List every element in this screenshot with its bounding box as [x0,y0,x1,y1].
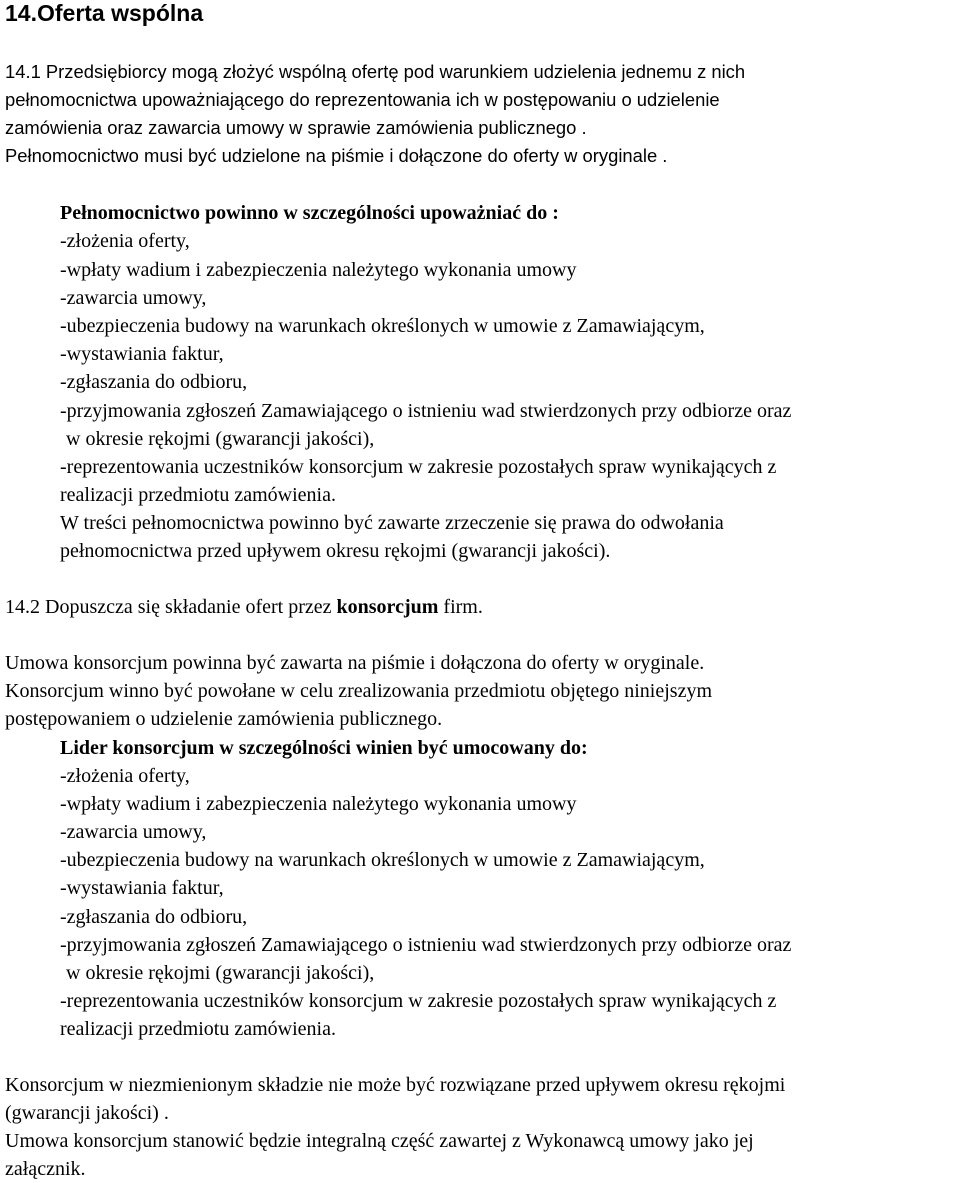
section-14-2-prefix: 14.2 Dopuszcza się składanie ofert przez [5,596,337,618]
scope-item: realizacji przedmiotu zamówienia. [60,484,336,506]
scope-item: -zgłaszania do odbioru, [60,371,248,393]
section-14-1-line: 14.1 Przedsiębiorcy mogą złożyć wspólną ofertę pod warunkiem udzielenia jednemu z nich [5,61,746,82]
leader-item: -wystawiania faktur, [60,877,224,899]
closing-line: (gwarancji jakości) . [5,1102,169,1124]
konsorcjum-term: konsorcjum [336,596,439,618]
leader-item: -zawarcia umowy, [60,821,207,843]
leader-heading: Lider konsorcjum w szczególności winien być umocowany do: [60,737,588,759]
scope-item: -ubezpieczenia budowy na warunkach określonych w umowie z Zamawiającym, [60,315,705,337]
leader-item: -ubezpieczenia budowy na warunkach określonych w umowie z Zamawiającym, [60,849,705,871]
leader-item: -złożenia oferty, [60,765,190,787]
section-14-1-line: zamówienia oraz zawarcia umowy w sprawie zamówienia publicznego . [5,117,587,138]
leader-item: -wpłaty wadium i zabezpieczenia należytego wykonania umowy [60,793,577,815]
consortium-agreement-line: Umowa konsorcjum powinna być zawarta na piśmie i dołączona do oferty w oryginale. [5,652,705,674]
leader-item: -przyjmowania zgłoszeń Zamawiającego o istnieniu wad stwierdzonych przy odbiorze oraz [60,934,792,956]
scope-item: -wystawiania faktur, [60,343,224,365]
scope-item: -przyjmowania zgłoszeń Zamawiającego o istnieniu wad stwierdzonych przy odbiorze oraz [60,400,792,422]
waiver-line: pełnomocnictwa przed upływem okresu rękojmi (gwarancji jakości). [60,540,611,562]
leader-item: -reprezentowania uczestników konsorcjum w zakresie pozostałych spraw wynikających z [60,990,777,1012]
scope-item: -wpłaty wadium i zabezpieczenia należytego wykonania umowy [60,259,577,281]
scope-heading: Pełnomocnictwo powinno w szczególności upoważniać do : [60,202,559,224]
section-14-2-line [5,595,483,619]
closing-line: Umowa konsorcjum stanowić będzie integralną część zawartej z Wykonawcą umowy jako jej [5,1130,754,1152]
closing-line: załącznik. [5,1158,86,1180]
leader-item: -zgłaszania do odbioru, [60,906,248,928]
section-14-1-line: Pełnomocnictwo musi być udzielone na piśmie i dołączone do oferty w oryginale . [5,145,668,166]
closing-line: Konsorcjum w niezmienionym składzie nie może być rozwiązane przed upływem okresu rękojmi [5,1074,786,1096]
consortium-agreement-line: Konsorcjum winno być powołane w celu zrealizowania przedmiotu objętego niniejszym [5,680,713,702]
leader-item: w okresie rękojmi (gwarancji jakości), [66,962,375,984]
consortium-agreement-line: postępowaniem o udzielenie zamówienia publicznego. [5,708,443,730]
waiver-line: W treści pełnomocnictwa powinno być zawarte zrzeczenie się prawa do odwołania [60,512,724,534]
section-14-2-suffix: firm. [438,596,483,618]
section-heading: 14.Oferta wspólna [5,0,204,26]
section-14-1-line: pełnomocnictwa upoważniającego do reprezentowania ich w postępowaniu o udzielenie [5,89,720,110]
scope-item: -reprezentowania uczestników konsorcjum w zakresie pozostałych spraw wynikających z [60,456,777,478]
scope-item: w okresie rękojmi (gwarancji jakości), [66,428,375,450]
scope-item: -zawarcia umowy, [60,287,207,309]
scope-item: -złożenia oferty, [60,230,190,252]
leader-item: realizacji przedmiotu zamówienia. [60,1018,336,1040]
